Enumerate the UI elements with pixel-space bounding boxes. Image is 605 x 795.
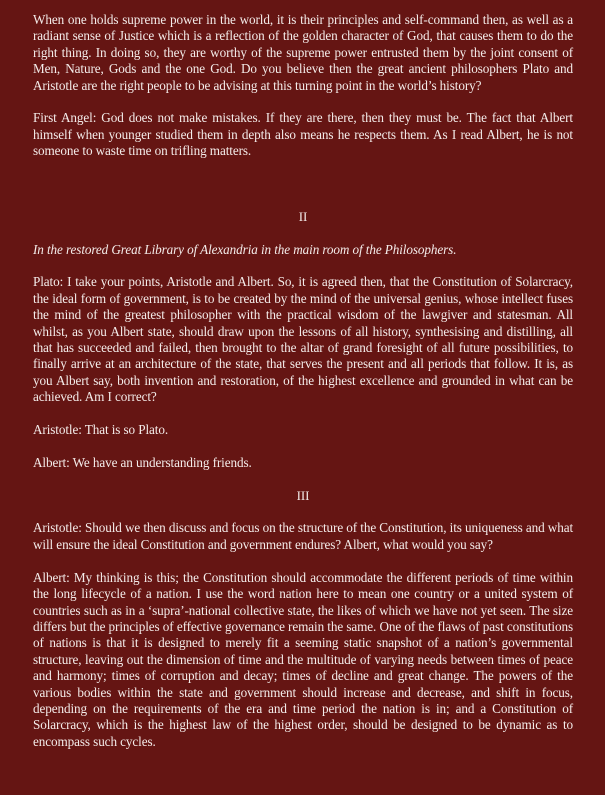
paragraph-intro: When one holds supreme power in the world, it is their principles and self-command then, as well as a radiant sense of Justice which is a reflection of the golden character of God, that causes them to do the right thing. In doing so, they are worthy of the supreme power entrusted them by the joint consent of Men, Nature, Gods and the one God. Do you believe then the great ancient philosophers Plato and Aristotle are the right people to be advising at this turning point in the world’s history? [33,12,573,93]
spacer [33,471,573,487]
scene-direction: In the restored Great Library of Alexandria in the main room of the Philosophers. [33,242,457,258]
section-heading-iii: III [296,487,310,503]
spacer [33,439,573,455]
spacer [33,406,573,422]
paragraph-plato: Plato: I take your points, Aristotle and Albert. So, it is agreed then, that the Constitution of Solarcracy, the ideal form of government, is to be created by the mind of the universal genius, whose intellect fuses the mind of the greatest philosopher with the practical wisdom of the lawgiver and statesman. All whilst, as you Albert state, should draw upon the lessons of all history, synthesising and distilling, all that has succeeded and failed, then brought to the altar of grand foresight of all future possibilities, to finally arrive at an architecture of the state, that serves the present and all periods that follow. It is, as you Albert say, both invention and restoration, of the highest excellence and grounded in what can be achieved. Am I correct? [33,274,573,405]
spacer [33,160,573,209]
spacer [33,504,573,520]
document-page [33,12,573,750]
paragraph-aristotle-reply: Aristotle: That is so Plato. [33,422,169,438]
spacer [33,258,573,274]
paragraph-albert-reply: Albert: We have an understanding friends. [33,454,252,470]
section-heading-ii: II [298,208,308,224]
paragraph-aristotle-question: Aristotle: Should we then discuss and focus on the structure of the Constitution, its uniqueness and what will ensure the ideal Constitution and government endures? Albert, what would you say? [33,520,574,552]
paragraph-albert-answer: Albert: My thinking is this; the Constitution should accommodate the different periods of time within the long lifecycle of a nation. I use the word nation here to mean one country or a united system of countries such as in a ‘supra’-national collective state, the likes of which we have not yet seen. The size differs but the principles of effective governance remain the same. One of the flaws of past constitutions of nations is that it is designed to merely fit a seeming static snapshot of a nation’s governmental structure, leaving out the dimension of time and the multitude of varying needs between times of peace and harmony; times of corruption and decay; times of decline and great change. The powers of the various bodies within the state and government should increase and decrease, and shift in focus, depending on the requirements of the era and time period the nation is in; and a Constitution of Solarcracy, which is the highest law of the highest order, should be designed to be dynamic as to encompass such cycles. [33,569,573,749]
spacer [33,225,573,242]
spacer [33,94,573,110]
spacer [33,553,573,569]
paragraph-first-angel: First Angel: God does not make mistakes. If they are there, then they must be. The fact that Albert himself when younger studied them in depth also means he respects them. As I read Albert, he is not someone to waste time on trifling matters. [33,110,573,159]
